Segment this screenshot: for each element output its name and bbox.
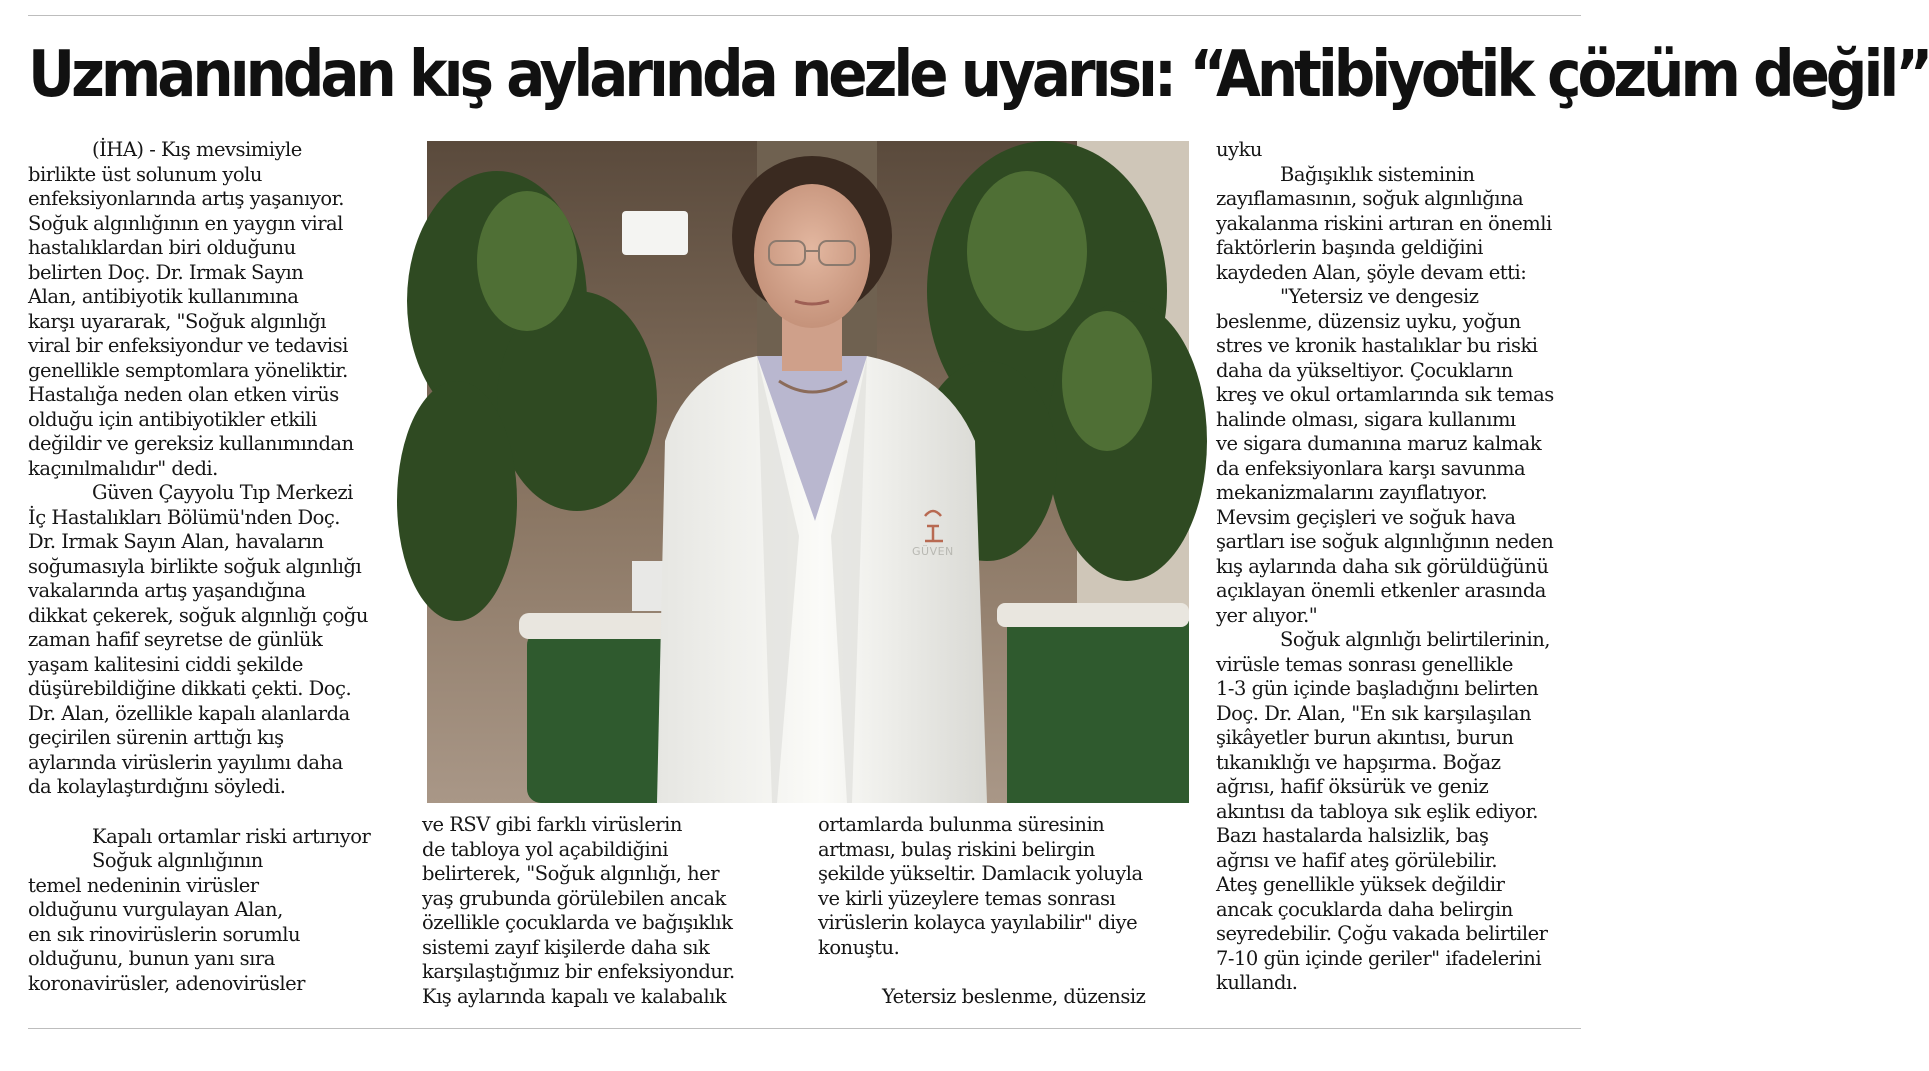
text-line: özellikle çocuklarda ve bağışıklık — [422, 911, 733, 934]
text-line: 1-3 gün içinde başladığını belirten — [1216, 677, 1539, 700]
text-line: genellikle semptomlara yöneliktir. — [28, 358, 348, 382]
text-line: olduğu için antibiyotikler etkili — [28, 407, 317, 431]
text-line: 7-10 gün içinde geriler" ifadelerini — [1216, 946, 1542, 970]
text-line: enfeksiyonlarında artış yaşanıyor. — [28, 187, 344, 210]
text-line: konuştu. — [818, 935, 900, 959]
text-line: kaçınılmalıdır" dedi. — [28, 456, 218, 480]
text-line: beslenme, düzensiz uyku, yoğun — [1216, 309, 1521, 333]
text-line: virüslerin kolayca yayılabilir" diye — [818, 911, 1138, 934]
text-line: ancak çocuklarda daha belirgin — [1216, 897, 1513, 921]
text-line: Soğuk algınlığı belirtilerinin, — [1280, 628, 1550, 651]
text-line: mekanizmalarını zayıflatıyor. — [1216, 481, 1488, 504]
article-column-3 — [818, 813, 1190, 1010]
text-line: zayıflamasının, soğuk algınlığına — [1216, 187, 1524, 210]
article-column-4 — [1216, 138, 1586, 996]
text-line: ortamlarda bulunma süresinin — [818, 813, 1105, 836]
text-line: olduğunu vurgulayan Alan, — [28, 898, 283, 921]
text-line: viral bir enfeksiyondur ve tedavisi — [28, 334, 348, 357]
text-line: Bağışıklık sisteminin — [1280, 162, 1475, 186]
text-line: ağrısı, hafif öksürük ve geniz — [1216, 775, 1489, 798]
text-line: yaş grubunda görülebilen ancak — [422, 886, 726, 910]
text-line: değildir ve gereksiz kullanımından — [28, 432, 354, 455]
bottom-rule — [28, 1028, 1581, 1029]
text-line: faktörlerin başında geldiğini — [1216, 236, 1483, 259]
text-line: sistemi zayıf kişilerde daha sık — [422, 935, 710, 959]
text-line: yer alıyor." — [1216, 603, 1318, 627]
text-line: ağrısı ve hafif ateş görülebilir. — [1216, 848, 1498, 872]
article-column-2 — [422, 813, 802, 1009]
text-line: İç Hastalıkları Bölümü'nden Doç. — [28, 505, 340, 529]
text-line: de tabloya yol açabildiğini — [422, 837, 669, 861]
text-line: en sık rinovirüslerin sorumlu — [28, 922, 301, 946]
text-line: temel nedeninin virüsler — [28, 873, 259, 897]
text-line: belirten Doç. Dr. Irmak Sayın — [28, 260, 304, 284]
text-line: Mevsim geçişleri ve soğuk hava — [1216, 505, 1516, 529]
coat-logo-text: GÜVEN — [912, 545, 954, 558]
text-line: Doç. Dr. Alan, "En sık karşılaşılan — [1216, 701, 1532, 725]
headline: Uzmanından kış aylarında nezle uyarısı: “Antibiyotik çözüm değil” — [28, 36, 1929, 112]
text-line: aylarında virüslerin yayılımı daha — [28, 750, 343, 774]
text-line: uyku — [1216, 138, 1262, 161]
text-line: vakalarında artış yaşandığına — [28, 579, 306, 602]
text-line: ve kirli yüzeylere temas sonrası — [818, 886, 1116, 910]
text-line: (İHA) - Kış mevsimiyle — [92, 138, 302, 161]
text-line: karşı uyararak, "Soğuk algınlığı — [28, 309, 326, 333]
text-line: soğumasıyla birlikte soğuk algınlığı — [28, 554, 362, 578]
text-line: Soğuk algınlığının — [92, 849, 263, 872]
text-line: olduğunu, bunun yanı sıra — [28, 947, 275, 970]
text-line: düşürebildiğine dikkati çekti. Doç. — [28, 677, 352, 700]
text-line: karşılaştığımız bir enfeksiyondur. — [422, 960, 735, 983]
text-line: Kış aylarında kapalı ve kalabalık — [422, 984, 727, 1008]
text-line: zaman hafif seyretse de günlük — [28, 628, 323, 651]
text-line: Ateş genellikle yüksek değildir — [1216, 873, 1505, 896]
text-line: hastalıklardan biri olduğunu — [28, 236, 296, 259]
text-line: dikkat çekerek, soğuk algınlığı çoğu — [28, 603, 368, 627]
text-line: artması, bulaş riskini belirgin — [818, 837, 1095, 861]
text-line: açıklayan önemli etkenler arasında — [1216, 579, 1546, 602]
text-line: ve RSV gibi farklı virüslerin — [422, 813, 682, 836]
text-line: yaşam kalitesini ciddi şekilde — [28, 652, 303, 676]
text-line: tıkanıklığı ve hapşırma. Boğaz — [1216, 750, 1501, 774]
text-line: Güven Çayyolu Tıp Merkezi — [92, 481, 353, 504]
text-line: "Yetersiz ve dengesiz — [1280, 285, 1479, 308]
text-line: kullandı. — [1216, 971, 1298, 994]
text-line: geçirilen sürenin arttığı kış — [28, 726, 284, 749]
text-line: da enfeksiyonlara karşı savunma — [1216, 456, 1526, 480]
text-line: seyredebilir. Çoğu vakada belirtiler — [1216, 922, 1548, 945]
text-line: stres ve kronik hastalıklar bu riski — [1216, 334, 1538, 357]
article-column-1 — [28, 138, 408, 996]
text-line: akıntısı da tabloya sık eşlik ediyor. — [1216, 799, 1539, 823]
text-line: kreş ve okul ortamlarında sık temas — [1216, 383, 1554, 406]
text-line: Alan, antibiyotik kullanımına — [28, 285, 299, 308]
doctor-photo — [427, 141, 1189, 803]
top-rule — [28, 15, 1581, 16]
text-line: Bazı hastalarda halsizlik, baş — [1216, 824, 1489, 847]
text-line: ve sigara dumanına maruz kalmak — [1216, 432, 1542, 455]
text-line: kaydeden Alan, şöyle devam etti: — [1216, 260, 1527, 284]
text-line: Dr. Alan, özellikle kapalı alanlarda — [28, 701, 350, 725]
text-line: koronavirüsler, adenovirüsler — [28, 971, 305, 995]
text-line: belirterek, "Soğuk algınlığı, her — [422, 862, 720, 885]
text-line: şekilde yükseltir. Damlacık yoluyla — [818, 862, 1143, 885]
text-line: şikâyetler burun akıntısı, burun — [1216, 726, 1514, 749]
text-line: halinde olması, sigara kullanımı — [1216, 407, 1516, 431]
subheading: Yetersiz beslenme, düzensiz — [882, 985, 1146, 1008]
text-line: Hastalığa neden olan etken virüs — [28, 383, 339, 406]
text-line: yakalanma riskini artıran en önemli — [1216, 211, 1552, 235]
text-line: da kolaylaştırdığını söyledi. — [28, 775, 286, 798]
text-line: virüsle temas sonrası genellikle — [1216, 652, 1513, 676]
text-line: daha da yükseltiyor. Çocukların — [1216, 358, 1513, 382]
subheading: Kapalı ortamlar riski artırıyor — [92, 824, 371, 848]
text-line: kış aylarında daha sık görüldüğünü — [1216, 554, 1549, 578]
text-line: şartları ise soğuk algınlığının neden — [1216, 530, 1554, 553]
text-line: Soğuk algınlığının en yaygın viral — [28, 211, 343, 235]
text-line: birlikte üst solunum yolu — [28, 162, 262, 186]
text-line: Dr. Irmak Sayın Alan, havaların — [28, 530, 324, 553]
